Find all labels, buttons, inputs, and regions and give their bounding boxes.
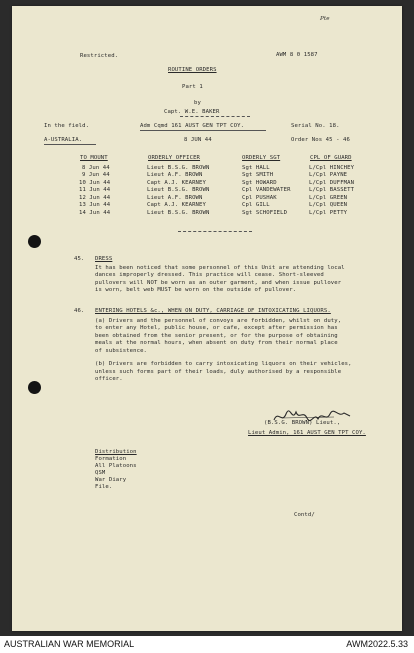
roster-cell: Sgt HALL xyxy=(242,165,270,171)
order-46a-line: meals at the normal hours, when absent on duty from their normal place xyxy=(95,340,338,346)
roster-cell: Lieut A.F. BROWN xyxy=(147,195,203,201)
order-46-number: 46. xyxy=(74,308,85,314)
order-46-title: ENTERING HOTELS &c., WHEN ON DUTY, CARRIAGE OF INTOXICATING LIQUORS. xyxy=(95,308,331,314)
order-46a-line: (a) Drivers and the personnel of convoys are forbidden, whilst on duty, xyxy=(95,318,342,324)
roster-cell: Lieut B.S.G. BROWN xyxy=(147,187,210,193)
restricted-label: Restricted. xyxy=(80,53,119,59)
order-45-line: pullovers will NOT be worn as an outer garment, and when issue pullover xyxy=(95,280,342,286)
unit-name: Adm Cqmd 161 AUST GEN TPT COY. xyxy=(140,123,245,129)
roster-header-orderly-officer: ORDERLY OFFICER xyxy=(148,155,201,161)
roster-cell: Sgt SMITH xyxy=(242,172,274,178)
signatory-title: Lieut Admin, 161 AUST GEN TPT COY. xyxy=(248,430,366,436)
roster-cell: 14 Jun 44 xyxy=(79,210,111,216)
order-numbers: Order Nos 45 - 46 xyxy=(291,137,350,143)
roster-cell: 11 Jun 44 xyxy=(79,187,111,193)
roster-cell: 12 Jun 44 xyxy=(79,195,111,201)
roster-cell: Lieut B.S.G. BROWN xyxy=(147,165,210,171)
roster-cell: 13 Jun 44 xyxy=(79,202,111,208)
continued-mark: Contd/ xyxy=(294,512,315,518)
binding-hole xyxy=(28,235,41,248)
roster-cell: L/Cpl QUEEN xyxy=(309,202,348,208)
roster-cell: 9 Jun 44 xyxy=(82,172,110,178)
order-46a-line: to enter any Hotel, public house, or cafe, except after permission has xyxy=(95,325,338,331)
roster-cell: 8 Jun 44 xyxy=(82,165,110,171)
footer-accession-number: AWM2022.5.33 xyxy=(346,639,408,649)
distribution-item: File. xyxy=(95,484,113,490)
roster-cell: L/Cpl PAYNE xyxy=(309,172,348,178)
order-46a-line: of subsistence. xyxy=(95,348,148,354)
location-label: In the field. xyxy=(44,123,90,129)
distribution-item: Formation xyxy=(95,456,127,462)
country-label: A-USTRALIA. xyxy=(44,137,83,143)
footer-institution: AUSTRALIAN WAR MEMORIAL xyxy=(4,639,135,649)
roster-cell: Cpl GILL xyxy=(242,202,270,208)
roster-header-orderly-sgt: ORDERLY SGT xyxy=(242,155,281,161)
roster-cell: Capt A.J. KEARNEY xyxy=(147,202,206,208)
issuing-officer: Capt. W.E. BAKER xyxy=(164,109,220,115)
roster-cell: Cpl PUSHAK xyxy=(242,195,277,201)
country-underline xyxy=(44,144,96,145)
part-label: Part 1 xyxy=(182,84,203,90)
document-date: 8 JUN 44 xyxy=(184,137,212,143)
roster-cell: L/Cpl HINCHEY xyxy=(309,165,355,171)
roster-cell: Sgt SCHOFIELD xyxy=(242,210,288,216)
order-46b-line: officer. xyxy=(95,376,123,382)
document-title: ROUTINE ORDERS xyxy=(168,67,217,73)
signatory-name: (B.S.G. BROWN) Lieut., xyxy=(264,420,341,426)
order-45-line: dances improperly dressed. This practice will cease. Short-sleeved xyxy=(95,272,324,278)
section-divider xyxy=(178,231,252,232)
archive-stamp: AWM 8 0 1587 xyxy=(276,52,318,58)
document-page xyxy=(12,6,402,631)
distribution-item: All Platoons xyxy=(95,463,137,469)
roster-cell: Lieut A.F. BROWN xyxy=(147,172,203,178)
distribution-heading: Distribution xyxy=(95,449,137,455)
roster-cell: L/Cpl DUFFMAN xyxy=(309,180,355,186)
roster-cell: Lieut B.S.G. BROWN xyxy=(147,210,210,216)
distribution-item: QSM xyxy=(95,470,106,476)
roster-cell: L/Cpl BASSETT xyxy=(309,187,355,193)
officer-underline xyxy=(180,116,250,117)
roster-cell: 10 Jun 44 xyxy=(79,180,111,186)
order-46a-line: been obtained from the senior present, or for the purpose of obtaining xyxy=(95,333,338,339)
corner-annotation: Pte xyxy=(320,16,330,22)
roster-header-to-mount: TO MOUNT xyxy=(80,155,108,161)
roster-cell: L/Cpl PETTY xyxy=(309,210,348,216)
roster-cell: L/Cpl GREEN xyxy=(309,195,348,201)
archive-footer xyxy=(0,636,414,653)
unit-underline xyxy=(140,130,266,131)
order-45-number: 45. xyxy=(74,256,85,262)
order-45-title: DRESS xyxy=(95,256,113,262)
order-45-line: It has been noticed that some personnel of this Unit are attending local xyxy=(95,265,345,271)
roster-cell: Sgt HOWARD xyxy=(242,180,277,186)
serial-number: Serial No. 18. xyxy=(291,123,340,129)
binding-hole xyxy=(28,381,41,394)
roster-header-cpl-of-guard: CPL OF GUARD xyxy=(310,155,352,161)
roster-cell: Cpl VANDEWATER xyxy=(242,187,291,193)
order-46b-line: unless such forms part of their loads, duly authorised by a responsible xyxy=(95,369,342,375)
roster-cell: Capt A.J. KEARNEY xyxy=(147,180,206,186)
by-label: by xyxy=(194,100,201,106)
distribution-item: War Diary xyxy=(95,477,127,483)
order-45-line: is worn, belt web MUST be worn on the outside of pullover. xyxy=(95,287,297,293)
order-46b-line: (b) Drivers are forbidden to carry intoxicating liquors on their vehicles, xyxy=(95,361,352,367)
